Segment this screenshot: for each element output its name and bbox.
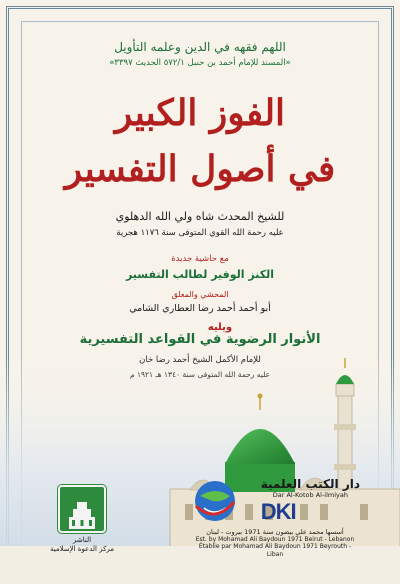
author-name: للشيخ المحدث شاه ولي الله الدهلوي	[115, 210, 285, 223]
second-work-title: الأنوار الرضوية في القواعد التفسيرية	[79, 332, 321, 347]
publisher-est-fr: Établie par Mohamad Ali Baydoun 1971 Beyrouth - Liban	[198, 543, 352, 558]
globe-logo-icon	[190, 476, 240, 526]
annotation-label: مع حاشية جديدة	[171, 254, 229, 264]
publisher-abbr: DKI	[260, 498, 296, 524]
logo-left-caption-line1: الناشر	[72, 535, 92, 544]
book-title-line2: في أصول التفسير	[64, 148, 336, 190]
dua-line: اللهم فقهه في الدين وعلمه التأويل	[114, 40, 286, 54]
followed-by-label: ويليه	[207, 322, 233, 333]
publisher-est-en: Est. by Mohamad Ali Baydoun 1971 Beirut - Lebanon	[195, 535, 355, 543]
annotator-label: المحشي والمعلق	[171, 290, 229, 299]
book-title-line1: الفوز الكبير	[114, 92, 286, 134]
author-death-note: عليه رحمة الله القوي المتوفى سنة ١١٧٦ هجرية	[116, 228, 284, 238]
hadith-reference: «المسند للإمام أحمد بن حنبل ٥٧٢/١ الحديث ٣٣٩٧»	[109, 58, 291, 68]
publisher-block	[190, 476, 360, 559]
logo-left-caption-line2: مركز الدعوة الإسلامية	[49, 544, 115, 553]
dawat-building-logo-icon	[58, 485, 106, 533]
publisher-founder-ar: أسسها محمد علي بيضون سنة 1971 بيروت - لبنان	[206, 527, 344, 536]
logo-left-caption	[40, 536, 124, 554]
publisher-name-en: Dar Al-Kotob Al-ilmiyah	[272, 490, 348, 499]
annotator-name: أبو أحمد أحمد رضا العطاري الشامي	[129, 303, 271, 314]
annotation-title: الكنز الوفير لطالب التفسير	[125, 268, 275, 281]
publisher-logo-left	[40, 485, 124, 554]
publisher-name-ar: دار الكتب العلمية	[260, 476, 360, 491]
